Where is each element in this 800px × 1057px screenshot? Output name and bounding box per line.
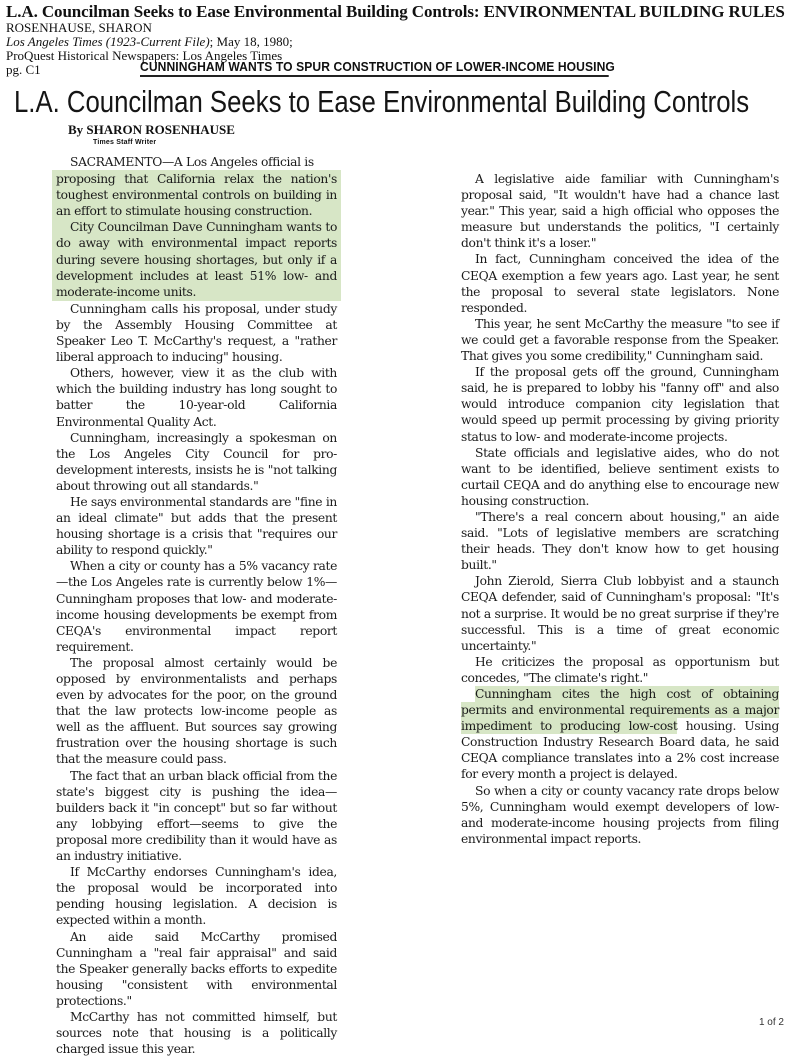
article-byline-role: Times Staff Writer	[93, 139, 157, 146]
paragraph: This year, he sent McCarthy the measure "to see if we could get a favorable response from the Speaker. That gives you some credibility," Cunningham said.	[461, 316, 779, 364]
citation-source-name: Los Angeles Times (1923-Current File)	[6, 34, 210, 49]
paragraph: The fact that an urban black official from the state's biggest city is pushing the idea—builders back it "in concept" but so far without any lobbying effort—seems to give the proposal more credibility than it would have as an industry initiative.	[56, 768, 337, 864]
citation-database: ProQuest Historical Newspapers: Los Angeles Times	[6, 48, 283, 63]
paragraph-lead: SACRAMENTO—A Los Angeles official is	[70, 155, 314, 169]
paragraph: The proposal almost certainly would be opposed by environmentalists and perhaps even by advocates for the poor, on the ground that the law protects low-income people as well as the affluent. But sources say growing frustration over the housing shortage is such that the measure could pass.	[56, 655, 337, 767]
paragraph	[461, 686, 779, 783]
paragraph: If McCarthy endorses Cunningham's idea, the proposal would be incorporated into pending housing legislation. A decision is expected within a month.	[56, 865, 337, 928]
paragraph: McCarthy has not committed himself, but sources note that housing is a politically charged issue this year.	[56, 1009, 337, 1057]
paragraph-rest: housing. Using Construction Industry Research Board data, he said CEQA compliance translates into a 2% cost increase for every month a project is delayed.	[461, 719, 779, 782]
paragraph: In fact, Cunningham conceived the idea of the CEQA exemption a few years ago. Last year, he sent the proposal to several state legislators. None responded.	[461, 252, 779, 315]
highlighted-passage	[52, 170, 341, 301]
paragraph: A legislative aide familiar with Cunningham's proposal said, "It wouldn't have had a chance last year." This year, said a high official who opposes the measure but understands the politics, "I certainly don't think it's a loser."	[461, 172, 779, 251]
paragraph: "There's a real concern about housing," an aide said. "Lots of legislative members are scratching their heads. They don't know how to get housing built."	[461, 509, 779, 573]
article-column-left	[56, 154, 337, 1057]
citation-source-date: ; May 18, 1980;	[209, 34, 293, 49]
article-column-right	[461, 171, 779, 847]
paragraph: He criticizes the proposal as opportunism but concedes, "The climate's right."	[461, 654, 779, 685]
paragraph: Others, however, view it as the club with which the building industry has long sought to batter the 10-year-old California Environmental Quality Act.	[56, 366, 337, 429]
paragraph: If the proposal gets off the ground, Cunningham said, he is prepared to lobby his "fanny off" and also would introduce companion city legislation that would speed up permit processing by giving priority status to low- and moderate-income projects.	[461, 365, 779, 444]
citation-page: pg. C1	[6, 62, 41, 77]
paragraph	[56, 154, 337, 170]
paragraph: When a city or county has a 5% vacancy rate—the Los Angeles rate is currently below 1%—Cunningham proposes that low- and moderate-income housing developments be exempt from CEQA's environmental impact report requirement.	[56, 559, 337, 654]
citation-author: ROSENHAUSE, SHARON	[6, 20, 152, 35]
paragraph: So when a city or county vacancy rate drops below 5%, Cunningham would exempt developers of low- and moderate-income housing projects from filing environmental impact reports.	[461, 783, 779, 846]
paragraph: City Councilman Dave Cunningham wants to do away with environmental impact reports during severe housing shortages, but only if a development includes at least 51% low- and moderate-income units.	[56, 220, 337, 299]
page-indicator: 1 of 2	[758, 1017, 784, 1028]
article-headline: L.A. Councilman Seeks to Ease Environmental Building Controls	[14, 84, 750, 119]
paragraph: State officials and legislative aides, who do not want to be identified, believe sentiment exists to curtail CEQA and do anything else to encourage new housing construction.	[461, 445, 779, 508]
article-kicker: CUNNINGHAM WANTS TO SPUR CONSTRUCTION OF LOWER-INCOME HOUSING	[140, 59, 609, 77]
paragraph: proposing that California relax the nation's toughest environmental controls on building in an effort to stimulate housing construction.	[56, 172, 337, 219]
citation-source	[6, 35, 785, 49]
citation-title: L.A. Councilman Seeks to Ease Environmental Building Controls: ENVIRONMENTAL BUILDING RULES	[6, 2, 785, 21]
paragraph: John Zierold, Sierra Club lobbyist and a staunch CEQA defender, said of Cunningham's proposal: "It's not a surprise. It would be no great surprise if they're successful. This is a time of great economic uncertainty."	[461, 574, 779, 653]
article-byline: By SHARON ROSENHAUSE	[68, 122, 235, 137]
paragraph: An aide said McCarthy promised Cunningham a "real fair appraisal" and said the Speaker generally backs efforts to expedite housing "consistent with environmental protections."	[56, 929, 337, 1008]
highlighted-passage: Cunningham cites the high cost of obtaining permits and environmental requirements as a major impediment to producing low-cost	[461, 687, 779, 734]
paragraph: He says environmental standards are "fine in an ideal climate" but adds that the present housing shortage is a crisis that "requires our ability to respond quickly."	[56, 494, 337, 558]
paragraph: Cunningham, increasingly a spokesman on the Los Angeles City Council for pro-development interests, insists he is "not talking about throwing out all standards."	[56, 430, 337, 493]
paragraph: Cunningham calls his proposal, under study by the Assembly Housing Committee at Speaker Leo T. McCarthy's request, a "rather liberal approach to inducing" housing.	[56, 301, 337, 365]
